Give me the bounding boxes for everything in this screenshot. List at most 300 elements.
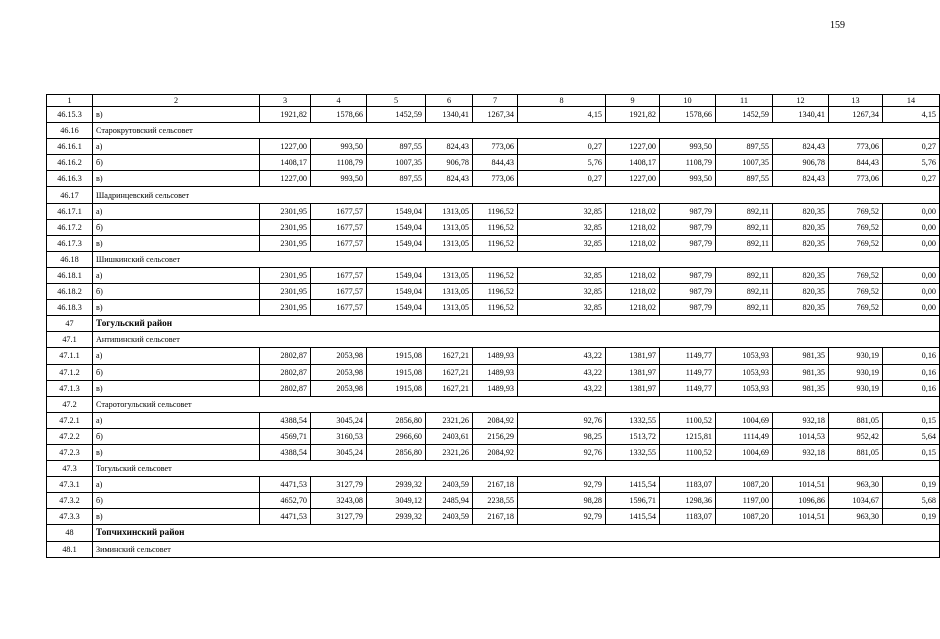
table-row (47, 155, 940, 171)
row-label: в) (93, 380, 260, 396)
value-cell: 4,15 (883, 107, 940, 123)
value-cell: 881,05 (829, 412, 883, 428)
value-cell: 906,78 (426, 155, 473, 171)
table-row (47, 284, 940, 300)
value-cell: 993,50 (311, 139, 367, 155)
row-id: 47 (47, 316, 93, 332)
value-cell: 1627,21 (426, 364, 473, 380)
value-cell: 1227,00 (260, 171, 311, 187)
value-cell: 2966,60 (367, 428, 426, 444)
value-cell: 1549,04 (367, 219, 426, 235)
row-id: 47.2 (47, 396, 93, 412)
value-cell: 1096,86 (773, 493, 829, 509)
value-cell: 1513,72 (606, 428, 660, 444)
value-cell: 5,68 (883, 493, 940, 509)
value-cell: 1014,51 (773, 509, 829, 525)
value-cell: 824,43 (426, 139, 473, 155)
value-cell: 930,19 (829, 380, 883, 396)
column-header: 7 (473, 95, 518, 107)
value-cell: 2856,80 (367, 412, 426, 428)
value-cell: 3045,24 (311, 412, 367, 428)
section-name: Шишкинский сельсовет (93, 251, 940, 267)
value-cell: 1196,52 (473, 235, 518, 251)
value-cell: 1196,52 (473, 267, 518, 283)
value-cell: 773,06 (473, 171, 518, 187)
value-cell: 1196,52 (473, 219, 518, 235)
value-cell: 0,19 (883, 477, 940, 493)
value-cell: 32,85 (518, 300, 606, 316)
value-cell: 1108,79 (311, 155, 367, 171)
section-name: Старокрутовский сельсовет (93, 123, 940, 139)
value-cell: 4471,53 (260, 509, 311, 525)
table-row (47, 235, 940, 251)
section-row (47, 461, 940, 477)
table-row (47, 380, 940, 396)
value-cell: 1489,93 (473, 348, 518, 364)
section-name: Тогульский сельсовет (93, 461, 940, 477)
value-cell: 2084,92 (473, 444, 518, 460)
value-cell: 43,22 (518, 364, 606, 380)
value-cell: 2301,95 (260, 300, 311, 316)
row-id: 46.18 (47, 251, 93, 267)
value-cell: 1578,66 (660, 107, 716, 123)
row-id: 46.18.1 (47, 267, 93, 283)
row-id: 46.16.3 (47, 171, 93, 187)
value-cell: 1183,07 (660, 509, 716, 525)
value-cell: 2802,87 (260, 348, 311, 364)
value-cell: 2856,80 (367, 444, 426, 460)
value-cell: 2403,59 (426, 477, 473, 493)
row-id: 47.1.3 (47, 380, 93, 396)
value-cell: 1921,82 (260, 107, 311, 123)
column-header: 2 (93, 95, 260, 107)
column-header: 5 (367, 95, 426, 107)
value-cell: 1218,02 (606, 267, 660, 283)
value-cell: 897,55 (716, 139, 773, 155)
value-cell: 1053,93 (716, 380, 773, 396)
value-cell: 1114,49 (716, 428, 773, 444)
value-cell: 963,30 (829, 509, 883, 525)
row-label: а) (93, 412, 260, 428)
value-cell: 1381,97 (606, 364, 660, 380)
value-cell: 820,35 (773, 235, 829, 251)
section-name: Старотогульский сельсовет (93, 396, 940, 412)
value-cell: 1627,21 (426, 348, 473, 364)
header-row (47, 95, 940, 107)
value-cell: 892,11 (716, 300, 773, 316)
row-label: в) (93, 107, 260, 123)
table-row (47, 267, 940, 283)
value-cell: 981,35 (773, 348, 829, 364)
value-cell: 1218,02 (606, 235, 660, 251)
value-cell: 0,16 (883, 380, 940, 396)
value-cell: 987,79 (660, 267, 716, 283)
value-cell: 2238,55 (473, 493, 518, 509)
value-cell: 2403,61 (426, 428, 473, 444)
value-cell: 1677,57 (311, 203, 367, 219)
value-cell: 1227,00 (260, 139, 311, 155)
value-cell: 1218,02 (606, 219, 660, 235)
value-cell: 1677,57 (311, 219, 367, 235)
table-row (47, 300, 940, 316)
value-cell: 2301,95 (260, 284, 311, 300)
value-cell: 2301,95 (260, 235, 311, 251)
value-cell: 43,22 (518, 348, 606, 364)
value-cell: 2167,18 (473, 477, 518, 493)
value-cell: 769,52 (829, 300, 883, 316)
value-cell: 0,00 (883, 203, 940, 219)
row-label: б) (93, 364, 260, 380)
value-cell: 773,06 (829, 171, 883, 187)
value-cell: 2802,87 (260, 380, 311, 396)
value-cell: 1313,05 (426, 219, 473, 235)
value-cell: 1004,69 (716, 412, 773, 428)
value-cell: 32,85 (518, 235, 606, 251)
value-cell: 1014,51 (773, 477, 829, 493)
value-cell: 993,50 (660, 139, 716, 155)
row-id: 46.17.2 (47, 219, 93, 235)
value-cell: 1549,04 (367, 300, 426, 316)
column-header: 8 (518, 95, 606, 107)
value-cell: 32,85 (518, 267, 606, 283)
value-cell: 3160,53 (311, 428, 367, 444)
value-cell: 1313,05 (426, 284, 473, 300)
value-cell: 4388,54 (260, 412, 311, 428)
section-row (47, 332, 940, 348)
value-cell: 0,27 (883, 171, 940, 187)
value-cell: 3049,12 (367, 493, 426, 509)
value-cell: 0,27 (518, 171, 606, 187)
row-id: 46.18.2 (47, 284, 93, 300)
value-cell: 844,43 (829, 155, 883, 171)
table-row (47, 203, 940, 219)
value-cell: 1267,34 (829, 107, 883, 123)
district-row (47, 316, 940, 332)
value-cell: 987,79 (660, 219, 716, 235)
value-cell: 1677,57 (311, 267, 367, 283)
value-cell: 0,27 (518, 139, 606, 155)
section-row (47, 251, 940, 267)
table-row (47, 139, 940, 155)
row-label: б) (93, 219, 260, 235)
value-cell: 1415,54 (606, 477, 660, 493)
section-row (47, 123, 940, 139)
value-cell: 2802,87 (260, 364, 311, 380)
row-id: 46.18.3 (47, 300, 93, 316)
value-cell: 2939,32 (367, 477, 426, 493)
value-cell: 0,00 (883, 235, 940, 251)
value-cell: 1332,55 (606, 412, 660, 428)
value-cell: 987,79 (660, 235, 716, 251)
value-cell: 1218,02 (606, 203, 660, 219)
value-cell: 1196,52 (473, 203, 518, 219)
row-id: 47.2.1 (47, 412, 93, 428)
column-header: 9 (606, 95, 660, 107)
value-cell: 0,16 (883, 348, 940, 364)
value-cell: 820,35 (773, 284, 829, 300)
column-header: 12 (773, 95, 829, 107)
column-header: 4 (311, 95, 367, 107)
row-label: б) (93, 493, 260, 509)
row-id: 48.1 (47, 541, 93, 557)
value-cell: 5,64 (883, 428, 940, 444)
table-row (47, 171, 940, 187)
value-cell: 1313,05 (426, 300, 473, 316)
value-cell: 1340,41 (426, 107, 473, 123)
value-cell: 1677,57 (311, 235, 367, 251)
value-cell: 892,11 (716, 267, 773, 283)
column-header: 13 (829, 95, 883, 107)
value-cell: 92,76 (518, 412, 606, 428)
row-label: а) (93, 477, 260, 493)
value-cell: 5,76 (883, 155, 940, 171)
value-cell: 2301,95 (260, 267, 311, 283)
value-cell: 1489,93 (473, 380, 518, 396)
value-cell: 769,52 (829, 219, 883, 235)
value-cell: 1100,52 (660, 412, 716, 428)
row-id: 46.16.2 (47, 155, 93, 171)
row-label: б) (93, 155, 260, 171)
row-label: а) (93, 267, 260, 283)
value-cell: 1053,93 (716, 364, 773, 380)
value-cell: 0,00 (883, 219, 940, 235)
value-cell: 1313,05 (426, 267, 473, 283)
value-cell: 897,55 (367, 139, 426, 155)
section-row (47, 187, 940, 203)
row-id: 47.3 (47, 461, 93, 477)
value-cell: 1215,81 (660, 428, 716, 444)
value-cell: 892,11 (716, 203, 773, 219)
value-cell: 1381,97 (606, 348, 660, 364)
page-number: 159 (830, 20, 845, 31)
value-cell: 1915,08 (367, 348, 426, 364)
value-cell: 820,35 (773, 219, 829, 235)
column-header: 1 (47, 95, 93, 107)
value-cell: 773,06 (829, 139, 883, 155)
value-cell: 2084,92 (473, 412, 518, 428)
value-cell: 892,11 (716, 235, 773, 251)
value-cell: 1332,55 (606, 444, 660, 460)
value-cell: 2301,95 (260, 219, 311, 235)
value-cell: 2301,95 (260, 203, 311, 219)
district-name: Топчихинский район (93, 525, 940, 541)
table-row (47, 364, 940, 380)
table-row (47, 509, 940, 525)
value-cell: 1218,02 (606, 300, 660, 316)
value-cell: 1053,93 (716, 348, 773, 364)
value-cell: 824,43 (426, 171, 473, 187)
value-cell: 1549,04 (367, 267, 426, 283)
value-cell: 987,79 (660, 284, 716, 300)
value-cell: 1087,20 (716, 477, 773, 493)
value-cell: 1452,59 (716, 107, 773, 123)
value-cell: 0,00 (883, 300, 940, 316)
value-cell: 1267,34 (473, 107, 518, 123)
column-header: 10 (660, 95, 716, 107)
value-cell: 1087,20 (716, 509, 773, 525)
value-cell: 981,35 (773, 380, 829, 396)
value-cell: 1108,79 (660, 155, 716, 171)
value-cell: 2053,98 (311, 364, 367, 380)
value-cell: 897,55 (367, 171, 426, 187)
value-cell: 2403,59 (426, 509, 473, 525)
section-row (47, 541, 940, 557)
value-cell: 993,50 (660, 171, 716, 187)
value-cell: 820,35 (773, 203, 829, 219)
value-cell: 92,79 (518, 477, 606, 493)
row-label: б) (93, 428, 260, 444)
value-cell: 0,16 (883, 364, 940, 380)
value-cell: 4471,53 (260, 477, 311, 493)
value-cell: 892,11 (716, 219, 773, 235)
row-id: 46.15.3 (47, 107, 93, 123)
value-cell: 824,43 (773, 139, 829, 155)
value-cell: 92,79 (518, 509, 606, 525)
value-cell: 993,50 (311, 171, 367, 187)
row-label: в) (93, 444, 260, 460)
value-cell: 1408,17 (606, 155, 660, 171)
value-cell: 1100,52 (660, 444, 716, 460)
value-cell: 1014,53 (773, 428, 829, 444)
district-name: Тогульский район (93, 316, 940, 332)
value-cell: 4,15 (518, 107, 606, 123)
value-cell: 5,76 (518, 155, 606, 171)
column-header: 14 (883, 95, 940, 107)
value-cell: 1197,00 (716, 493, 773, 509)
value-cell: 769,52 (829, 267, 883, 283)
value-cell: 769,52 (829, 203, 883, 219)
value-cell: 963,30 (829, 477, 883, 493)
value-cell: 1452,59 (367, 107, 426, 123)
value-cell: 1340,41 (773, 107, 829, 123)
row-id: 47.1.1 (47, 348, 93, 364)
value-cell: 1298,36 (660, 493, 716, 509)
value-cell: 932,18 (773, 444, 829, 460)
value-cell: 892,11 (716, 284, 773, 300)
value-cell: 0,19 (883, 509, 940, 525)
value-cell: 0,00 (883, 267, 940, 283)
value-cell: 2321,26 (426, 412, 473, 428)
row-id: 46.17.1 (47, 203, 93, 219)
row-label: в) (93, 509, 260, 525)
value-cell: 32,85 (518, 284, 606, 300)
row-label: а) (93, 139, 260, 155)
value-cell: 0,00 (883, 284, 940, 300)
value-cell: 2156,29 (473, 428, 518, 444)
value-cell: 32,85 (518, 203, 606, 219)
value-cell: 43,22 (518, 380, 606, 396)
value-cell: 2939,32 (367, 509, 426, 525)
value-cell: 981,35 (773, 364, 829, 380)
table-row (47, 428, 940, 444)
row-label: в) (93, 300, 260, 316)
value-cell: 930,19 (829, 364, 883, 380)
value-cell: 769,52 (829, 284, 883, 300)
value-cell: 1915,08 (367, 364, 426, 380)
value-cell: 1596,71 (606, 493, 660, 509)
value-cell: 820,35 (773, 267, 829, 283)
value-cell: 1549,04 (367, 235, 426, 251)
value-cell: 952,42 (829, 428, 883, 444)
value-cell: 1415,54 (606, 509, 660, 525)
column-header: 11 (716, 95, 773, 107)
value-cell: 1218,02 (606, 284, 660, 300)
tariff-table (46, 94, 940, 558)
value-cell: 1149,77 (660, 364, 716, 380)
row-id: 47.3.3 (47, 509, 93, 525)
table-row (47, 444, 940, 460)
table-row (47, 107, 940, 123)
value-cell: 3243,08 (311, 493, 367, 509)
value-cell: 1007,35 (367, 155, 426, 171)
value-cell: 1149,77 (660, 380, 716, 396)
value-cell: 987,79 (660, 203, 716, 219)
value-cell: 3127,79 (311, 509, 367, 525)
value-cell: 1004,69 (716, 444, 773, 460)
row-id: 46.16 (47, 123, 93, 139)
value-cell: 1227,00 (606, 171, 660, 187)
value-cell: 1196,52 (473, 300, 518, 316)
table-row (47, 477, 940, 493)
value-cell: 773,06 (473, 139, 518, 155)
value-cell: 2053,98 (311, 380, 367, 396)
section-name: Зиминский сельсовет (93, 541, 940, 557)
value-cell: 820,35 (773, 300, 829, 316)
row-id: 48 (47, 525, 93, 541)
value-cell: 1196,52 (473, 284, 518, 300)
row-id: 46.17 (47, 187, 93, 203)
value-cell: 1627,21 (426, 380, 473, 396)
value-cell: 1313,05 (426, 203, 473, 219)
value-cell: 769,52 (829, 235, 883, 251)
value-cell: 2321,26 (426, 444, 473, 460)
row-label: б) (93, 284, 260, 300)
row-label: в) (93, 171, 260, 187)
section-name: Антипинский сельсовет (93, 332, 940, 348)
value-cell: 844,43 (473, 155, 518, 171)
value-cell: 2053,98 (311, 348, 367, 364)
value-cell: 1183,07 (660, 477, 716, 493)
row-id: 47.3.1 (47, 477, 93, 493)
value-cell: 0,27 (883, 139, 940, 155)
row-id: 46.16.1 (47, 139, 93, 155)
value-cell: 3045,24 (311, 444, 367, 460)
row-label: в) (93, 235, 260, 251)
value-cell: 0,15 (883, 444, 940, 460)
value-cell: 1313,05 (426, 235, 473, 251)
table-row (47, 219, 940, 235)
value-cell: 4569,71 (260, 428, 311, 444)
table-row (47, 348, 940, 364)
value-cell: 987,79 (660, 300, 716, 316)
value-cell: 1677,57 (311, 284, 367, 300)
value-cell: 4388,54 (260, 444, 311, 460)
value-cell: 1489,93 (473, 364, 518, 380)
value-cell: 92,76 (518, 444, 606, 460)
column-header: 3 (260, 95, 311, 107)
row-label: а) (93, 348, 260, 364)
value-cell: 1034,67 (829, 493, 883, 509)
value-cell: 881,05 (829, 444, 883, 460)
value-cell: 1549,04 (367, 284, 426, 300)
value-cell: 1227,00 (606, 139, 660, 155)
section-row (47, 396, 940, 412)
value-cell: 1007,35 (716, 155, 773, 171)
value-cell: 1677,57 (311, 300, 367, 316)
value-cell: 4652,70 (260, 493, 311, 509)
district-row (47, 525, 940, 541)
section-name: Шадринцевский сельсовет (93, 187, 940, 203)
